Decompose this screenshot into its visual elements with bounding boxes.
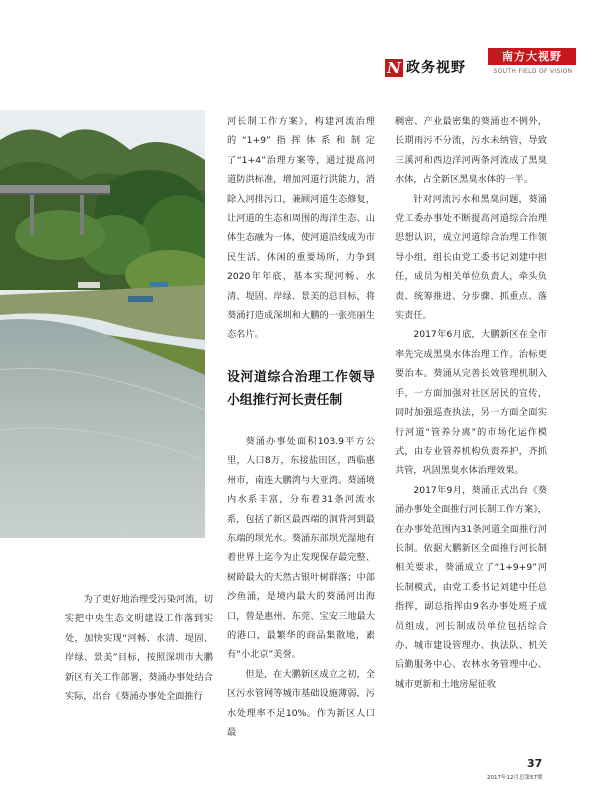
page-number: 37 [527, 757, 543, 770]
magazine-tag [488, 48, 578, 80]
magazine-english-name: SOUTH FIELD OF VISION [493, 68, 573, 75]
magazine-name: 南方大视野 [488, 48, 576, 65]
n-logo-mark: N [385, 59, 403, 77]
magazine-section-logo [385, 56, 466, 80]
article-paragraph: 葵涌办事处面积103.9平方公里，人口8万，东接盐田区，西临惠州市，南连大鹏湾与大亚湾。葵涌境内水系丰富，分布着31条河流水系，包括了新区最西端的洞背河到最东端的坝光水。葵涌东部坝光湿地有着世界上迄今为止发现保存最完整、树龄最大的天然古银叶树群落；中部沙鱼涌，是境内最大的葵涌河出海口，曾是惠州、东莞、宝安三地最大的港口，最繁华的商品集散地，素有“小北京”美誉。 [227, 435, 375, 661]
article-paragraph: 河长制工作方案》，构建河流治理的“1+9”指挥体系和制定了“1+4”治理方案等，通过提高河道防洪标准，增加河道行洪能力，消除入河排污口，兼顾河道生态修复，让河道的生态和周围的海洋生态、山体生态融为一体，使河道沿线成为市民生活、休闲的重要场所，力争到2020年年底，基本实现河畅、水清、堤固、岸绿、景美的总目标，将葵涌打造成深圳和大鹏的一张亮丽生态名片。 [227, 116, 375, 341]
section-title: 政务视野 [406, 60, 466, 76]
issue-info: 2017年12月总第57期 [487, 775, 543, 781]
article-paragraph: 针对河流污水和黑臭问题，葵涌党工委办事处不断提高河道综合治理思想认识，成立河道综合治理工作领导小组，组长由党工委书记刘建中担任，成员为相关单位负责人，牵头负责、统筹推进、分步骤、抓重点、落实责任。 [395, 193, 547, 322]
river-landscape-photo [0, 110, 205, 538]
article-paragraph: 稠密、产业最密集的葵涌也不例外，长期雨污不分流，污水未纳管，导致三溪河和西边洋河两条河流成了黑臭水体，占全新区黑臭水体的一半。 [395, 116, 547, 186]
article-paragraph: 2017年9月，葵涌正式出台《葵涌办事处全面推行河长制工作方案》，在办事处范围内31条河道全面推行河长制。依据大鹏新区全面推行河长制相关要求，葵涌成立了“1+9+9”河长制模式，由党工委书记刘建中任总指挥，副总指挥由9名办事处班子成员组成，河长制成员单位包括综合办、城市建设管理办、执法队、机关后勤服务中心、农林水务管理中心、城市更新和土地房屋征收 [395, 484, 547, 690]
article-column-2 [227, 112, 375, 742]
article-column-1 [65, 590, 213, 706]
article-paragraph: 为了更好地治理受污染河流，切实把中央生态文明建设工作落到实处，加快实现“河畅、水清、堤固、岸绿、景美”目标，按照深圳市大鹏新区有关工作部署，葵涌办事处结合实际，出台《葵涌办事处全面推行 [65, 594, 213, 703]
article-paragraph: 但是，在大鹏新区成立之初，全区污水管网等城市基础设施薄弱，污水处理率不足10%。作为新区人口最 [227, 668, 375, 738]
section-heading: 设河道综合治理工作领导小组推行河长责任制 [227, 369, 375, 408]
article-paragraph: 2017年6月底，大鹏新区在全市率先完成黑臭水体治理工作。治标更要治本。葵涌从完善长效管理机制入手，一方面加强对社区居民的宣传，同时加强巡查执法，另一方面全面实行河道“管养分离”的市场化运作模式，由专业管养机构负责养护，齐抓共管，巩固黑臭水体治理效果。 [395, 329, 547, 477]
article-column-3 [395, 112, 547, 694]
